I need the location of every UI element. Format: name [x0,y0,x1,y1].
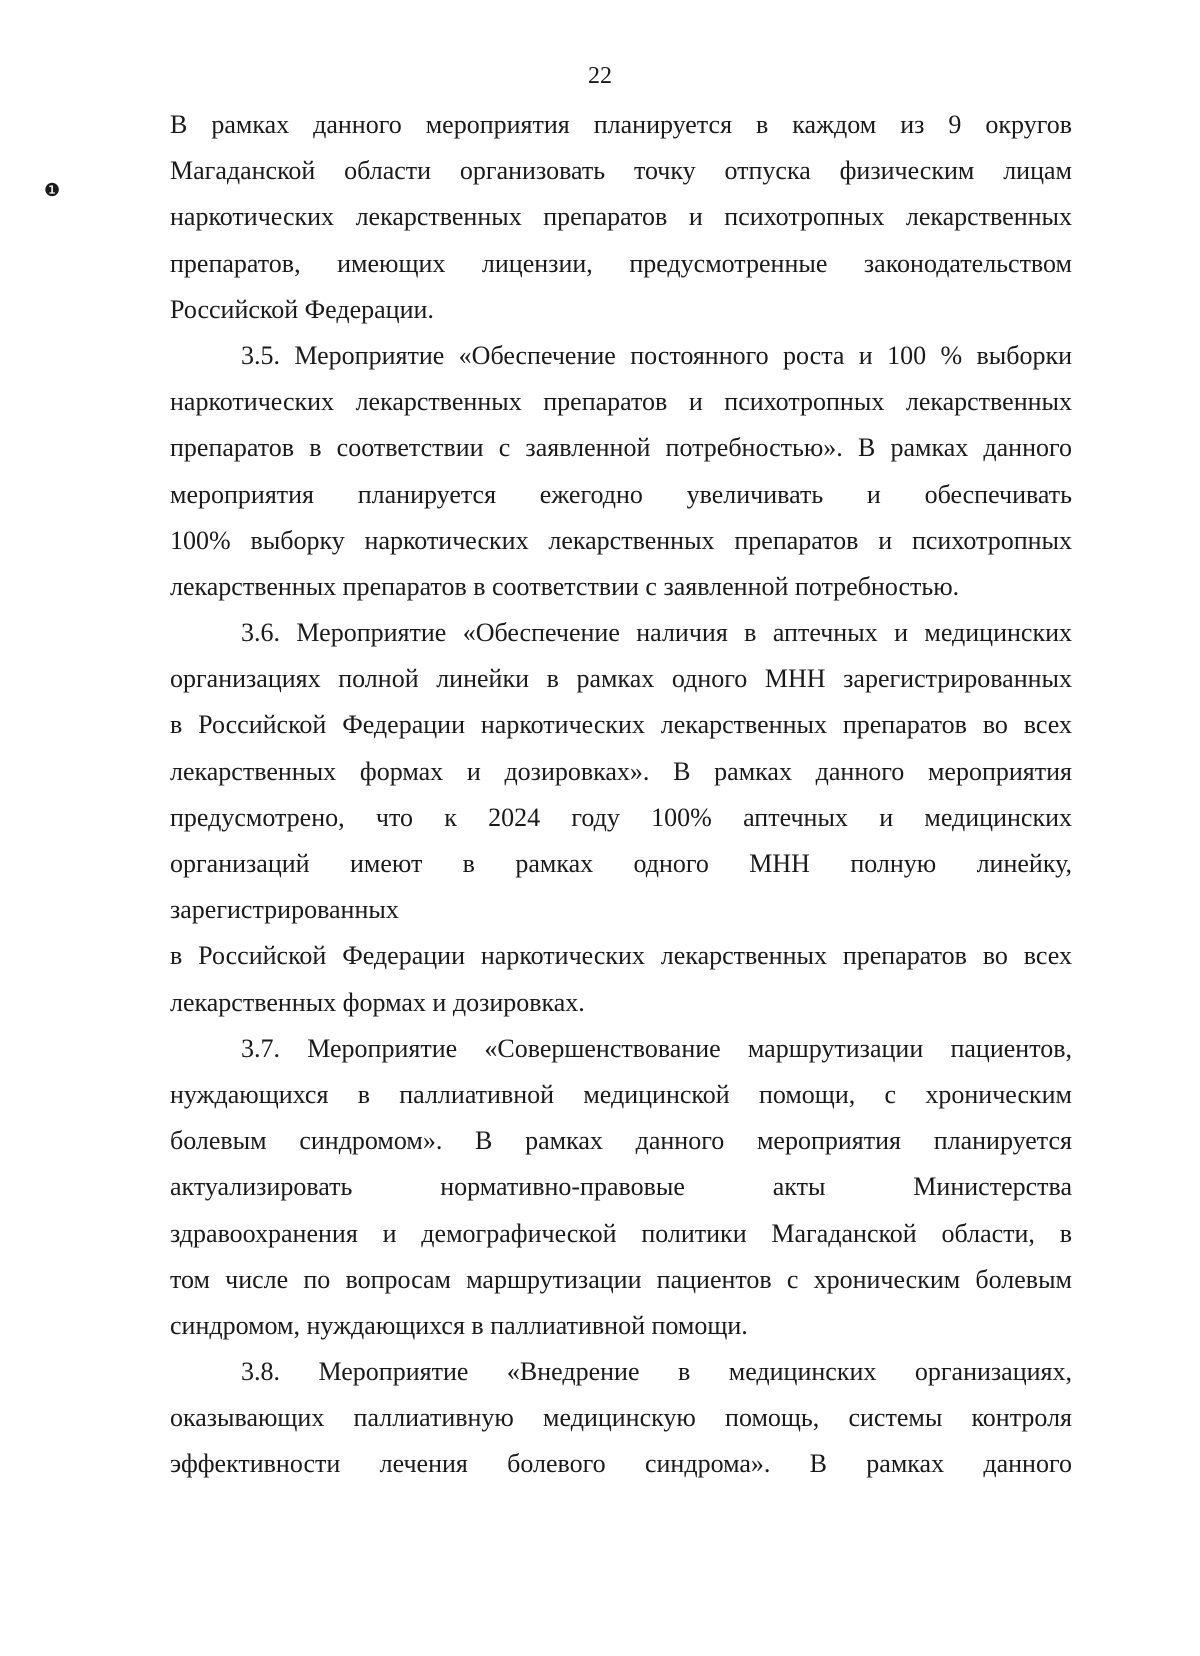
text-line: Российской Федерации. [170,294,434,324]
text-line: оказывающих паллиативную медицинскую помощь, системы контроля [170,1403,1072,1433]
text-line: эффективности лечения болевого синдрома». В рамках данного [170,1449,1072,1479]
text-line: Магаданской области организовать точку отпуска физическим лицам [170,156,1072,186]
paragraph-start-line: 3.7. Мероприятие «Совершенствование маршрутизации пациентов, [241,1033,1072,1063]
text-line: актуализировать нормативно-правовые акты Министерства [170,1172,1072,1202]
text-line: мероприятия планируется ежегодно увеличивать и обеспечивать [170,479,1072,509]
paragraph-start-line: 3.6. Мероприятие «Обеспечение наличия в аптечных и медицинских [241,618,1072,648]
text-line: препаратов, имеющих лицензии, предусмотренные законодательством [170,248,1072,278]
text-line: препаратов в соответствии с заявленной потребностью». В рамках данного [170,433,1072,463]
text-line: В рамках данного мероприятия планируется в каждом из 9 округов [170,110,1072,139]
text-line: в Российской Федерации наркотических лекарственных препаратов во всех [170,941,1072,971]
text-line: лекарственных формах и дозировках. [170,987,585,1017]
text-line: организаций имеют в рамках одного МНН полную линейку, [170,849,1072,878]
text-line: лекарственных препаратов в соответствии с заявленной потребностью. [170,571,960,601]
text-line: зарегистрированных [170,895,399,925]
text-line: предусмотрено, что к 2024 году 100% аптечных и медицинских [170,802,1072,832]
paragraph-start-line: 3.8. Мероприятие «Внедрение в медицинских организациях, [241,1357,1072,1387]
margin-mark: ❶ [44,180,61,200]
paragraph-start-line: 3.5. Мероприятие «Обеспечение постоянного роста и 100 % выборки [241,340,1072,370]
text-line: здравоохранения и демографической политики Магаданской области, в [170,1218,1072,1248]
text-line: в Российской Федерации наркотических лекарственных препаратов во всех [170,710,1072,740]
text-line: наркотических лекарственных препаратов и психотропных лекарственных [170,387,1072,417]
page-number: 22 [588,63,612,89]
text-line: болевым синдромом». В рамках данного мероприятия планируется [170,1126,1072,1156]
text-line: нуждающихся в паллиативной медицинской помощи, с хроническим [170,1079,1072,1109]
text-line: организациях полной линейки в рамках одного МНН зарегистрированных [170,664,1072,694]
text-line: наркотических лекарственных препаратов и психотропных лекарственных [170,202,1072,232]
text-line: синдромом, нуждающихся в паллиативной помощи. [170,1310,748,1340]
text-line: лекарственных формах и дозировках». В рамках данного мероприятия [170,756,1072,786]
document-body [170,102,1072,1488]
text-line: том числе по вопросам маршрутизации пациентов с хроническим болевым [170,1264,1072,1294]
text-line: 100% выборку наркотических лекарственных препаратов и психотропных [170,525,1072,555]
